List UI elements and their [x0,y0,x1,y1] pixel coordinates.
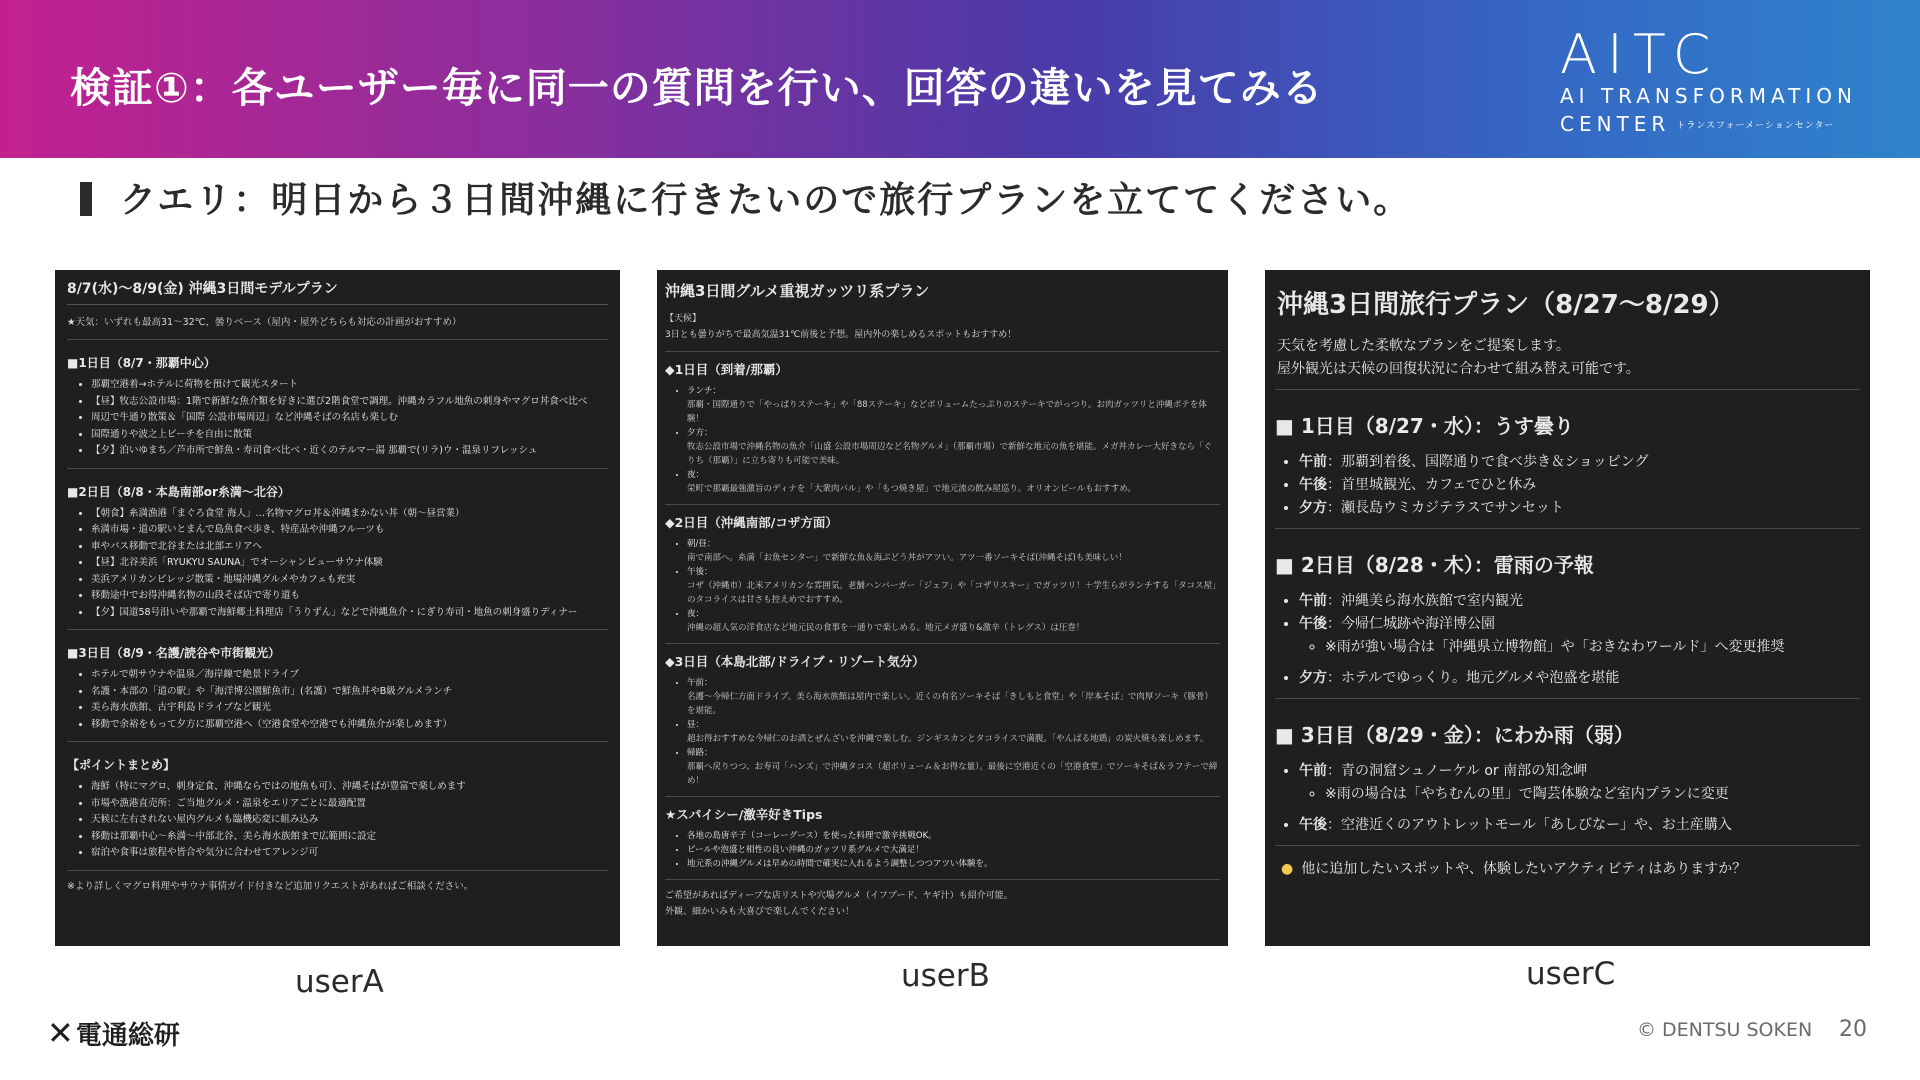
panel-c-intro1: 天気を考慮した柔軟なプランをご提案します。 [1277,338,1570,354]
list-item: • 【夕】泊いゆまち／芦市所で鮮魚・寿司食べ比べ・近くのテルマー湯 那覇で(リラ)ウ・温泉リフレッシュ [91,443,608,460]
list-item: • 那覇空港着→ホテルに荷物を預けて観光スタート [91,377,608,394]
panel-a-day2-heading: ■2日目（8/8・本島南部or糸満～北谷） [67,484,290,499]
list-item: • 糸満市場・道の駅いとまんで島魚食べ歩き、特産品や沖縄フルーツも [91,522,608,539]
list-item: • 午後： コザ（沖縄市）北米アメリカンな雰囲気。老舗ハンバーガー「ジェフ」や「コザリスキー」でガッツリ！＋学生らがランチする「タコス屋」のタコライスは甘さも控えめでおすすめ。 [687,565,1220,607]
list-item: • 夕方：瀬長島ウミカジテラスでサンセット [1299,497,1860,520]
divider [1275,845,1860,846]
panel-userc [1265,270,1870,946]
panel-c-day1-heading: ■ 1日目（8/27・水）：うす曇り [1275,414,1574,438]
list-item: • 移動は那覇中心～糸満～中部北谷、美ら海水族館まで広範囲に設定 [91,829,608,846]
panel-c-intro2: 屋外観光は天候の回復状況に合わせて組み替え可能です。 [1277,361,1640,377]
divider [67,870,608,871]
divider [665,796,1220,797]
logo-line2: CENTER トランスフォーメーションセンター [1560,112,1835,136]
divider [67,629,608,630]
list-item: • 車やバス移動で北谷または北部エリアへ [91,539,608,556]
query-bar-icon [80,182,92,216]
panel-b-weather-label: 【天候】 [665,314,702,324]
list-item: • 名護・本部の「道の駅」や「海洋博公園鮮魚市」(名護）で鮮魚丼やB級グルメランチ [91,684,608,701]
divider [665,643,1220,644]
lightbulb-icon: ● [1281,861,1294,877]
list-item: • 夜： 栄町で那覇最強激旨のディナを「大衆肉バル」や「もつ焼き屋」で地元流の飲み屋巡り。オリオンビールもおすすめ。 [687,468,1220,496]
divider [1275,698,1860,699]
list-item: • 朝/昼： 南で南部へ。糸満「お魚センター」で新鮮な魚＆海ぶどう丼がアツい。アツ一番ソーキそば(沖縄そば)も美味しい！ [687,537,1220,565]
panel-c-day2-list [1275,590,1860,690]
panel-a-day1-heading: ■1日目（8/7・那覇中心） [67,356,216,370]
list-item: • 地元系の沖縄グルメは早めの時間で確実に入れるよう調整しつつアツい体験を。 [687,857,1220,871]
list-item: • 移動で余裕をもって夕方に那覇空港へ（空港食堂や空港でも沖縄魚介が楽しめます） [91,717,608,734]
divider [67,741,608,742]
panel-a-title: 8/7(水)～8/9(金) 沖縄3日間モデルプラン [67,276,608,305]
panel-a-day3-list [67,667,608,733]
list-item: • 午後：空港近くのアウトレットモール「あしびなー」や、お土産購入 [1299,814,1860,837]
list-item: • ランチ： 那覇・国際通りで「やっぱりステーキ」や「88ステーキ」などボリュームたっぷりのステーキでがっつり。お肉ガッツリと沖縄ポテを体験！ [687,384,1220,426]
divider [67,468,608,469]
panel-c-question: ● 他に追加したいスポットや、体験したいアクティビティはありますか？ [1281,861,1747,877]
label-userc: userC [1526,956,1616,992]
list-item: • 午前： 名護～今帰仁方面ドライブ。美ら海水族館は屋内で楽しい。近くの有名ソーキそば「きしもと食堂」や「岸本そば」で肉厚ソーキ（豚骨）を堪能。 [687,676,1220,718]
panel-b-day3-list [665,676,1220,788]
list-item: • 午前：青の洞窟シュノーケル or 南部の知念岬 ◦ ※雨の場合は「やちむんの里」で陶芸体験など室内プランに変更 [1299,760,1860,806]
list-item: • 宿泊や食事は旅程や皆合や気分に合わせてアレンジ可 [91,845,608,862]
panel-c-day1-list [1275,451,1860,520]
panel-c-title: 沖縄3日間旅行プラン（8/27～8/29） [1277,290,1735,320]
logo-big: AITC [1560,23,1721,86]
list-item: • 美浜アメリカンビレッジ散策・地場沖縄グルメやカフェも充実 [91,572,608,589]
list-item: • 市場や漁港直売所：ご当地グルメ・温泉をエリアごとに最適配置 [91,796,608,813]
label-userb: userB [901,958,990,994]
divider [665,504,1220,505]
panel-b-title: 沖縄3日間グルメ重視ガッツリ系プラン [665,282,930,300]
list-item: • 国際通りや波之上ビーチを自由に散策 [91,427,608,444]
panel-a-weather: ★天気：いずれも最高31～32℃、曇りベース（屋内・屋外どちらも対応の計画がおすすめ） [67,317,462,328]
list-item: • 夜： 沖縄の超人気の洋食店など地元民の食事を一通りで楽しめる。地元メガ盛り&激辛（トレグス）は圧巻！ [687,607,1220,635]
query-text: クエリ：明日から３日間沖縄に行きたいので旅行プランを立ててください。 [80,172,1411,223]
panel-b-day1-list [665,384,1220,496]
panel-b-day2-heading: ◆2日目（沖縄南部/コザ方面） [665,515,838,530]
panel-a-points-list [67,779,608,862]
panel-b-day1-heading: ◆1日目（到着/那覇） [665,362,788,377]
panel-usera [55,270,620,946]
list-item: • 昼： 超お得おすすめな今帰仁のお酒とぜんざいを沖縄で楽しむ。ジンギスカンとタコライスで満腹。「やんばる地鶏」の炭火焼も楽しめます。 [687,718,1220,746]
list-item: • 【昼】牧志公設市場：1階で新鮮な魚介類を好きに選び2階食堂で調理。沖縄カラフル地魚の刺身やマグロ丼食べ比べ [91,394,608,411]
panel-b-day3-heading: ◆3日目（本島北部/ドライブ・リゾート気分） [665,654,925,669]
panel-b-footer1: ご希望があればディープな店リストや穴場グルメ（イフプード、ヤギ汁）も紹介可能。 [665,891,1013,901]
panel-a-day3-heading: ■3日目（8/9・名護/読谷や市街観光） [67,646,281,660]
panel-c-day3-heading: ■ 3日目（8/29・金）：にわか雨（弱） [1275,723,1634,747]
panel-a-day2-list [67,506,608,622]
list-item: • 午前：那覇到着後、国際通りで食べ歩き＆ショッピング [1299,451,1860,474]
divider [665,879,1220,880]
copyright: © DENTSU SOKEN [1637,1019,1813,1041]
panel-a-day1-list [67,377,608,460]
page-number: 20 [1839,1017,1867,1042]
divider [665,351,1220,352]
list-item: • 【朝食】糸満漁港「まぐろ食堂 海人」…名物マグロ丼＆沖縄まかない丼（朝～昼営業） [91,506,608,523]
logo-line1: AI TRANSFORMATION [1560,84,1857,108]
list-item: • ホテルで朝サウナや温泉／海岸線で絶景ドライブ [91,667,608,684]
panel-a-footer: ※より詳しくマグロ料理やサウナ事情ガイド付きなど追加リクエストがあればご相談ください。 [67,880,474,892]
panel-userb [657,270,1228,946]
list-item: • 周辺で牛通り散策＆「国際 公設市場周辺」など沖縄そばの名店も楽しむ [91,410,608,427]
x-mark-icon: ✕ [47,1014,74,1052]
aitc-logo [1560,23,1857,140]
list-item: • 午後：首里城観光、カフェでひと休み [1299,474,1860,497]
list-item: • 夕方：ホテルでゆっくり。地元グルメや泡盛を堪能 [1299,667,1860,690]
header-banner [0,0,1920,158]
dentsu-soken-logo: ✕電通総研 [47,1014,180,1052]
list-item: • 【夕】国道58号沿いや那覇で海鮮郷土料理店「うりずん」などで沖縄魚介・にぎり寿司・地魚の刺身盛りディナー [91,605,608,622]
panel-c-day3-list [1275,760,1860,837]
panel-a-points-heading: 【ポイントまとめ】 [67,758,176,772]
panel-b-weather: 3日とも曇りがちで最高気温31℃前後と予想。屋内外の楽しめるスポットもおすすめ！ [665,330,1017,340]
list-item: • 帰路： 那覇へ戻りつつ、お寿司「ハンズ」で沖縄タコス（超ボリューム＆お得な量）。最後に空港近くの「空港食堂」でソーキそば＆ラフテーで締め！ [687,746,1220,788]
list-subitem: ◦ ※雨の場合は「やちむんの里」で陶芸体験など室内プランに変更 [1325,783,1860,806]
list-item: • 各地の島唐辛子（コーレーグース）を使った料理で激辛挑戦OK。 [687,829,1220,843]
list-item: • 移動途中でお得沖縄名物の山段そば店で寄り道も [91,588,608,605]
divider [67,339,608,340]
list-item: • 午前：沖縄美ら海水族館で室内観光 [1299,590,1860,613]
list-item: • 【昼】北谷美浜「RYUKYU SAUNA」でオーシャンビューサウナ体験 [91,555,608,572]
panel-b-tips-list [665,829,1220,871]
panel-b-footer2: 外観、細かいみも大喜びで楽しんでください！ [665,907,855,917]
list-item: • 夕方： 牧志公設市場で沖縄名物の魚介「山盛 公設市場周辺など名物グルメ」（那覇市場）で新鮮な地元の魚を堪能。メガ丼カレー大好きなら「ぐりち（那覇）」に立ち寄りも可能で美味。 [687,426,1220,468]
panel-b-tips-heading: ★スパイシー/激辛好きTips [665,807,823,822]
list-subitem: ◦ ※雨が強い場合は「沖縄県立博物館」や「おきなわワールド」へ変更推奨 [1325,636,1860,659]
slide-title: 検証①：各ユーザー毎に同一の質問を行い、回答の違いを見てみる [70,64,1324,112]
label-usera: userA [295,964,384,1000]
list-item: • ビールや泡盛と相性の良い沖縄のガッツリ系グルメで大満足！ [687,843,1220,857]
divider [1275,528,1860,529]
list-item: • 天候に左右されない屋内グルメも臨機応変に組み込み [91,812,608,829]
list-item: • 午後：今帰仁城跡や海洋博公園 ◦ ※雨が強い場合は「沖縄県立博物館」や「おきなわワールド」へ変更推奨 [1299,613,1860,659]
divider [1275,389,1860,390]
panel-b-day2-list [665,537,1220,635]
list-item: • 海鮮（特にマグロ、刺身定食、沖縄ならではの地魚も可）、沖縄そばが豊富で楽しめます [91,779,608,796]
list-item: • 美ら海水族館、古宇利島ドライブなど観光 [91,700,608,717]
panel-c-day2-heading: ■ 2日目（8/28・木）：雷雨の予報 [1275,553,1594,577]
